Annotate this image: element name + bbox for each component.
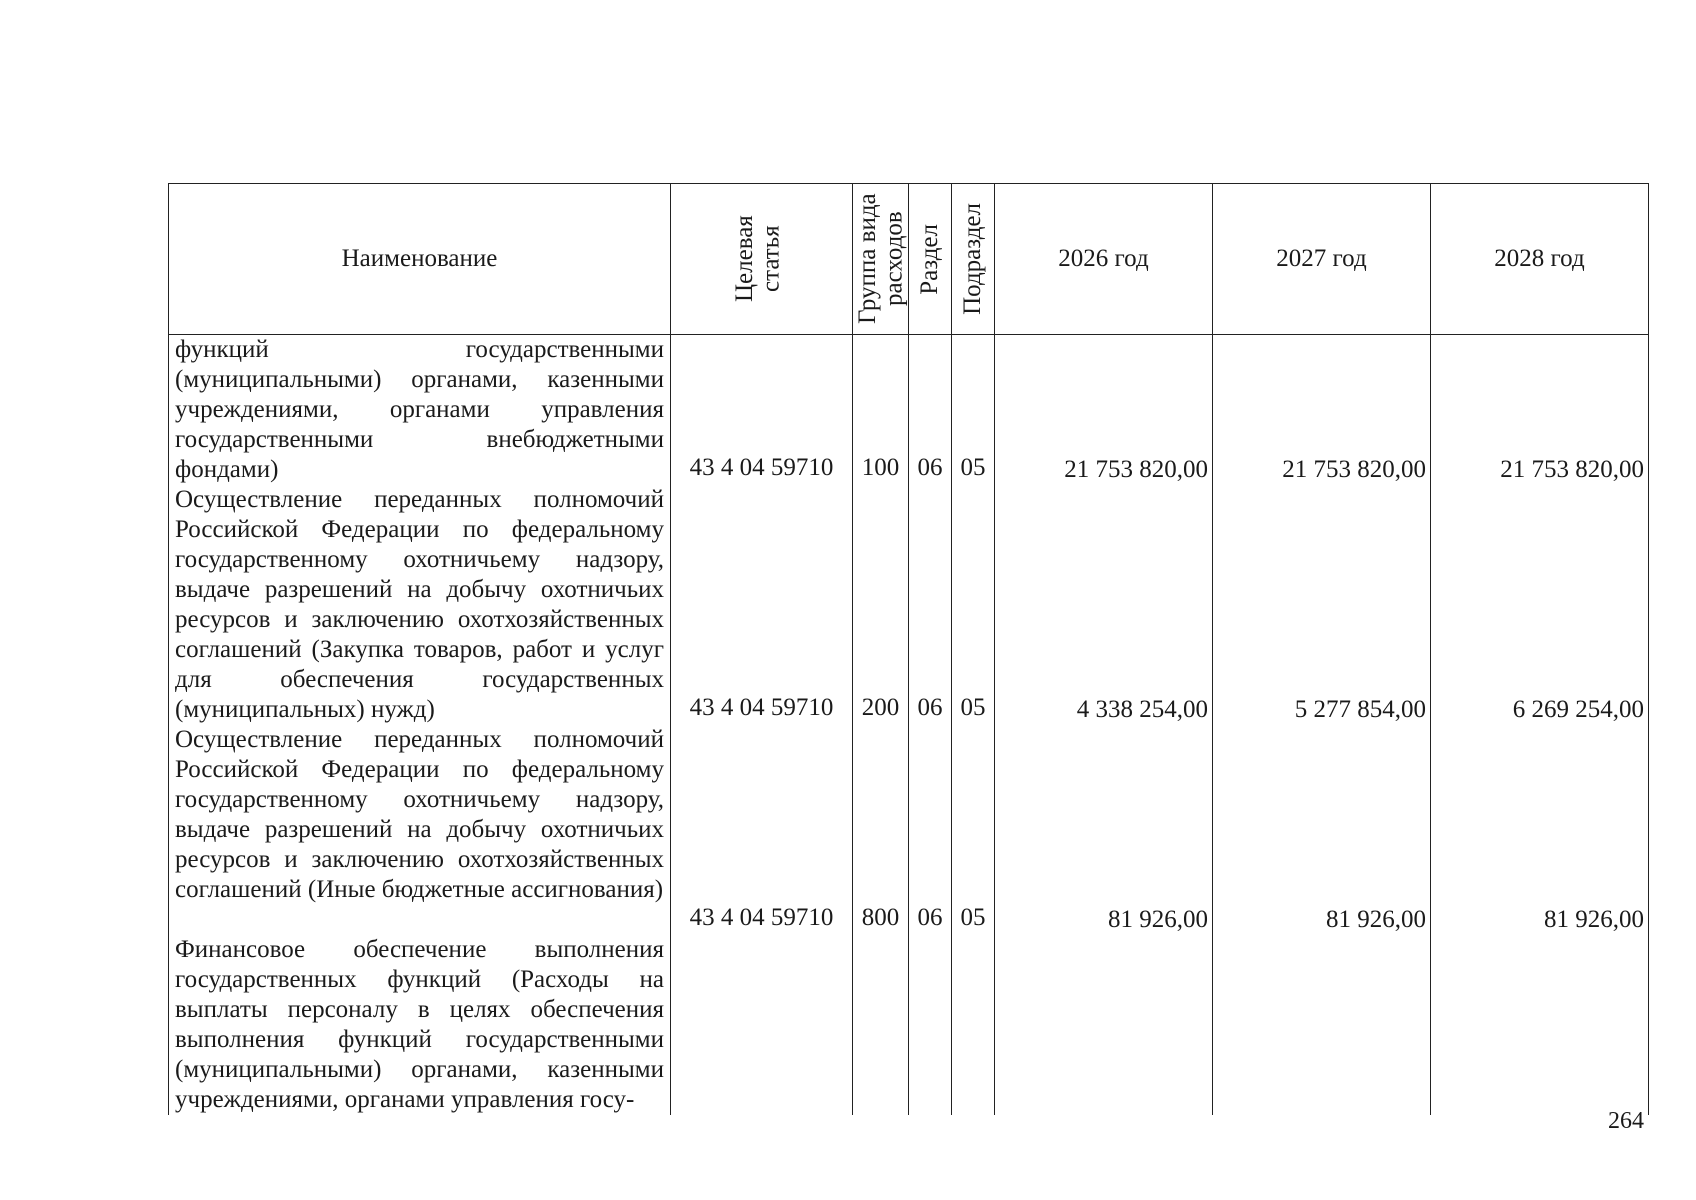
row-name: Осуществление переданных полномочий Российской Федерации по федеральному государственному охотничьему надзору, выдаче разрешений на добычу охотничьих ресурсов и заключению охотхозяйственных соглашений (Иные бюджетные ассигнования) <box>169 725 671 935</box>
row-name: функций государственными (муниципальными) органами, казенными учреждениями, органами управления государственными внебюджетными фондами) <box>169 335 671 486</box>
row-2026: 81 926,00 <box>995 725 1213 935</box>
row-2028: 21 753 820,00 <box>1431 335 1649 486</box>
row-section: 06 <box>909 725 952 935</box>
row-subsection: 05 <box>952 725 995 935</box>
row-target: 43 4 04 59710 <box>671 725 853 935</box>
header-name: Наименование <box>169 184 671 335</box>
row-target: 43 4 04 59710 <box>671 335 853 486</box>
budget-table <box>168 183 1649 1115</box>
row-group: 100 <box>853 335 909 486</box>
header-subsection: Подраздел <box>952 184 995 335</box>
row-group <box>853 935 909 1115</box>
page-number: 264 <box>1608 1108 1644 1134</box>
row-2027: 21 753 820,00 <box>1213 335 1431 486</box>
row-subsection: 05 <box>952 335 995 486</box>
header-section: Раздел <box>909 184 952 335</box>
row-2026: 21 753 820,00 <box>995 335 1213 486</box>
header-group: Группа вида расходов <box>853 184 909 335</box>
row-name: Осуществление переданных полномочий Российской Федерации по федеральному государственному охотничьему надзору, выдаче разрешений на добычу охотничьих ресурсов и заключению охотхозяйственных соглашений (Закупка товаров, работ и услуг для обеспечения государственных (муниципальных) нужд) <box>169 485 671 725</box>
row-section: 06 <box>909 485 952 725</box>
table-row <box>169 725 1649 935</box>
header-target: Целевая статья <box>671 184 853 335</box>
row-2027 <box>1213 935 1431 1115</box>
header-row <box>169 184 1649 335</box>
row-section <box>909 935 952 1115</box>
table-row <box>169 485 1649 725</box>
row-group: 800 <box>853 725 909 935</box>
header-2027: 2027 год <box>1213 184 1431 335</box>
row-2027: 5 277 854,00 <box>1213 485 1431 725</box>
row-group: 200 <box>853 485 909 725</box>
row-2028 <box>1431 935 1649 1115</box>
row-2026 <box>995 935 1213 1115</box>
row-name: Финансовое обеспечение выполнения государственных функций (Расходы на выплаты персоналу в целях обеспечения выполнения функций государственными (муниципальными) органами, казенными учреждениями, органами управления госу- <box>169 935 671 1115</box>
row-subsection <box>952 935 995 1115</box>
row-target: 43 4 04 59710 <box>671 485 853 725</box>
row-2027: 81 926,00 <box>1213 725 1431 935</box>
row-2026: 4 338 254,00 <box>995 485 1213 725</box>
row-target <box>671 935 853 1115</box>
header-2026: 2026 год <box>995 184 1213 335</box>
row-2028: 81 926,00 <box>1431 725 1649 935</box>
table-row <box>169 335 1649 486</box>
header-2028: 2028 год <box>1431 184 1649 335</box>
row-subsection: 05 <box>952 485 995 725</box>
table-row <box>169 935 1649 1115</box>
row-2028: 6 269 254,00 <box>1431 485 1649 725</box>
row-section: 06 <box>909 335 952 486</box>
